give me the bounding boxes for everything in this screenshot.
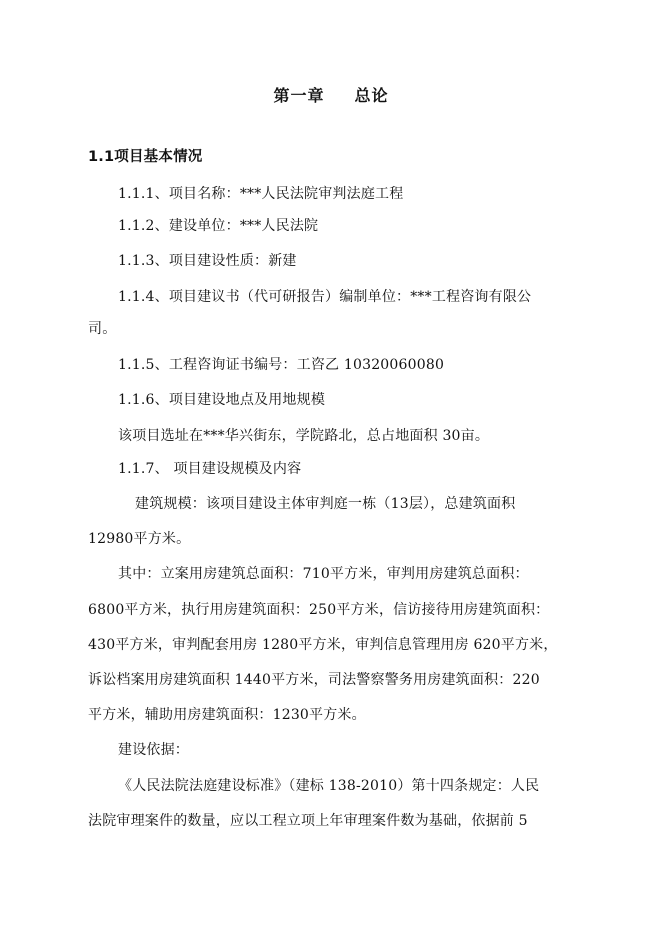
paragraph-line: 1.1.5、工程咨询证书编号：工咨乙 10320060080	[118, 357, 445, 373]
paragraph-line: 1.1.7、 项目建设规模及内容	[118, 461, 302, 477]
paragraph-line: 《人民法院法庭建设标准》（建标 138-2010）第十四条规定：人民	[118, 778, 540, 794]
paragraph-line: 司。	[88, 321, 117, 337]
chapter-title	[0, 86, 662, 106]
paragraph-line: 1.1.3、项目建设性质：新建	[118, 253, 297, 269]
paragraph-line: 其中：立案用房建筑总面积：710平方米，审判用房建筑总面积：	[118, 566, 529, 582]
paragraph-line: 430平方米，审判配套用房 1280平方米，审判信息管理用房 620平方米，	[88, 637, 558, 653]
section-heading: 1.1项目基本情况	[88, 149, 203, 165]
paragraph-line: 建设依据：	[118, 742, 189, 758]
paragraph-line: 诉讼档案用房建筑面积 1440平方米，司法警察警务用房建筑面积：220	[88, 672, 540, 688]
chapter-name: 总论	[354, 86, 389, 105]
paragraph-line: 法院审理案件的数量，应以工程立项上年审理案件数为基础，依据前 5	[88, 813, 528, 829]
paragraph-line: 该项目选址在***华兴街东，学院路北，总占地面积 30亩。	[118, 428, 490, 444]
chapter-number: 第一章	[273, 86, 325, 105]
paragraph-line: 6800平方米，执行用房建筑面积：250平方米，信访接待用房建筑面积：	[88, 602, 550, 618]
paragraph-line: 1.1.2、建设单位：***人民法院	[118, 218, 319, 234]
paragraph-line: 建筑规模：该项目建设主体审判庭一栋（13层），总建筑面积	[135, 496, 516, 512]
paragraph-line: 1.1.6、项目建设地点及用地规模	[118, 392, 326, 408]
paragraph-line: 平方米，辅助用房建筑面积：1230平方米。	[88, 707, 366, 723]
paragraph-line: 1.1.4、项目建议书（代可研报告）编制单位：***工程咨询有限公	[118, 289, 532, 305]
paragraph-line: 12980平方米。	[88, 531, 191, 547]
paragraph-line: 1.1.1、项目名称：***人民法院审判法庭工程	[118, 186, 404, 202]
